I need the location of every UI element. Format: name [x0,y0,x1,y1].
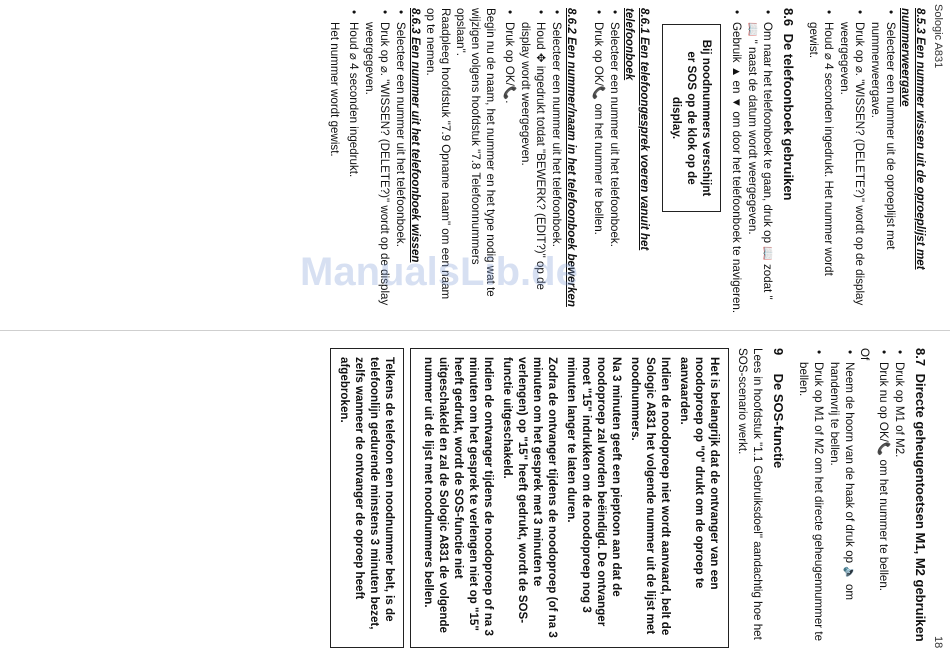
right-column [324,348,928,648]
spacer [579,8,587,314]
paragraph-erased: Het nummer wordt gewist. [328,22,341,157]
sos-intro: Lees in hoofdstuk "1.1 Gebruiksdoel" aandachtig hoe het SOS-scenario werkt. [736,348,764,640]
sos-paragraph: Telkens de telefoon een noodnummer belt, is de telefoonlijn gedurende minstens 3 minuten bezet, zelfs wanneer de ontvanger de oproep heeft afgebroken. [338,357,396,630]
subheading-8-5-3: 8.5.3 Een nummer wissen uit de oproeplijst met nummerweergave [899,8,927,270]
sos-note-box: Bij noodnummers verschijnt er SOS op de klok op de display. [662,24,721,212]
list-item: • Selecteer een nummer uit het telefoonboek. [393,8,408,314]
section-8-6-1 [591,8,652,314]
subheading-8-6-3: 8.6.3 Een nummer uit het telefoonboek wissen [409,8,422,263]
list-8-6 [729,8,775,314]
section-heading-8-6 [781,8,796,314]
section-heading-9 [771,348,786,648]
subheading-8-6-1: 8.6.1 Een telefoongesprek voeren vanuit het telefoonboek [623,8,651,251]
list-item: • Druk op ⌀. "WISSEN? (DELETE?)" wordt op de display weergegeven. [362,8,392,314]
section-9 [330,348,786,648]
sos-paragraph: Na 3 minuten geeft een pieptoon aan dat de noodoproep zal worden beëindigd. De ontvanger moet "15" indrukken om de noodoproep nog 3 minuten langer te laten duren. [565,357,623,627]
column-divider [0,330,950,331]
section-8-7 [796,348,928,648]
section-number: 8.6 [781,8,796,27]
watermark-text: ManualsLib.de [300,250,578,294]
list-item: • Druk op OK/📞 om het nummer te bellen. [591,8,606,314]
section-8-6 [662,8,796,314]
list-item: • Selecteer een nummer uit de oproeplijst met nummerweergave. [868,8,898,314]
list-item: • Druk op ⌀. "WISSEN? (DELETE?)" wordt op de display weergegeven. [837,8,867,314]
list-item: • Houd ✥ ingedrukt totdat "BEWERK? (EDIT?)" op de display wordt weergegeven. [518,8,548,314]
section-heading-8-7 [913,348,928,648]
list-item: • Selecteer een nummer uit het telefoonboek. [549,8,564,314]
paragraph-edit: Begin nu de naam, het nummer en het type nodig wat te wijzigen volgens hoofdstuk "7.8 Telefoonnummers opslaan". [454,8,497,297]
list-item: • Selecteer een nummer uit het telefoonboek. [607,8,622,314]
list-item: • Houd ⌀ 4 seconden ingedrukt. [346,8,361,314]
list-8-7 [876,348,907,648]
list-8-5-3 [806,8,898,314]
subheading-8-6-2: 8.6.2 Een nummer/naam in het telefoonboek bewerken [565,8,578,307]
section-number: 9 [771,348,786,356]
sos-info-box [410,348,729,648]
list-8-6-1 [591,8,622,314]
header-page-number: 18 [932,636,944,649]
list-item: • Druk op M1 of M2 om het directe geheugennummer te bellen. [796,348,826,648]
list-item: • Druk op M1 of M2. [892,348,907,648]
section-title: De telefoonboek gebruiken [781,33,796,201]
or-label: Of [858,348,871,361]
section-title: De SOS-functie [771,373,786,469]
list-item: • Druk nu op OK/📞 om het nummer te bellen. [876,348,891,648]
list-item: • Gebruik ▲ en ▼ om door het telefoonboek te navigeren. [729,8,744,314]
list-8-7-alt [796,348,857,648]
section-number: 8.7 [913,348,928,367]
paragraph-reference: Raadpleeg hoofdstuk "7.9 Opname naam" om een naam op te nemen. [424,8,452,300]
sos-busy-box [330,348,404,648]
sos-paragraph: Het is belangrijk dat de ontvanger van een noodoproep op "0" drukt om de oproep te aanvaarden. [678,357,721,590]
sos-paragraph: Zodra de ontvanger tijdens de noodoproep (of na 3 minuten om het gesprek met 3 minuten te verlengen) op "15" heeft gedrukt, wordt de SOS-functie uitgeschakeld. [501,357,559,638]
list-item: • Om naar het telefoonboek te gaan, druk op 📖 zodat " 📖 " naast de datum wordt weergegeven. [745,8,775,314]
list-item: • Houd ⌀ 4 seconden ingedrukt. Het nummer wordt gewist. [806,8,836,314]
header-title: Sologic A831 [932,4,944,69]
list-item: • Neem de hoorn van de haak of druk op 🔈 om handenvrij te bellen. [827,348,857,648]
sos-paragraph: Indien de noodoproep niet wordt aanvaard, belt de Sologic A831 het volgende nummer uit de lijst met noodnummers. [629,357,672,636]
section-8-5-3 [806,8,928,314]
section-title: Directe geheugentoetsen M1, M2 gebruiken [913,373,928,642]
sos-paragraph: Indien de ontvanger tijdens de noodoproep of na 3 minuten om het gesprek te verlengen niet op "15" heeft gedrukt, wordt de SOS-functie niet uitgeschakeld en zal de Sologic A831 de volgende nummer uit de lijst met noodnummers bellen. [422,357,495,636]
list-item: • Druk op OK/📞. [502,8,517,314]
